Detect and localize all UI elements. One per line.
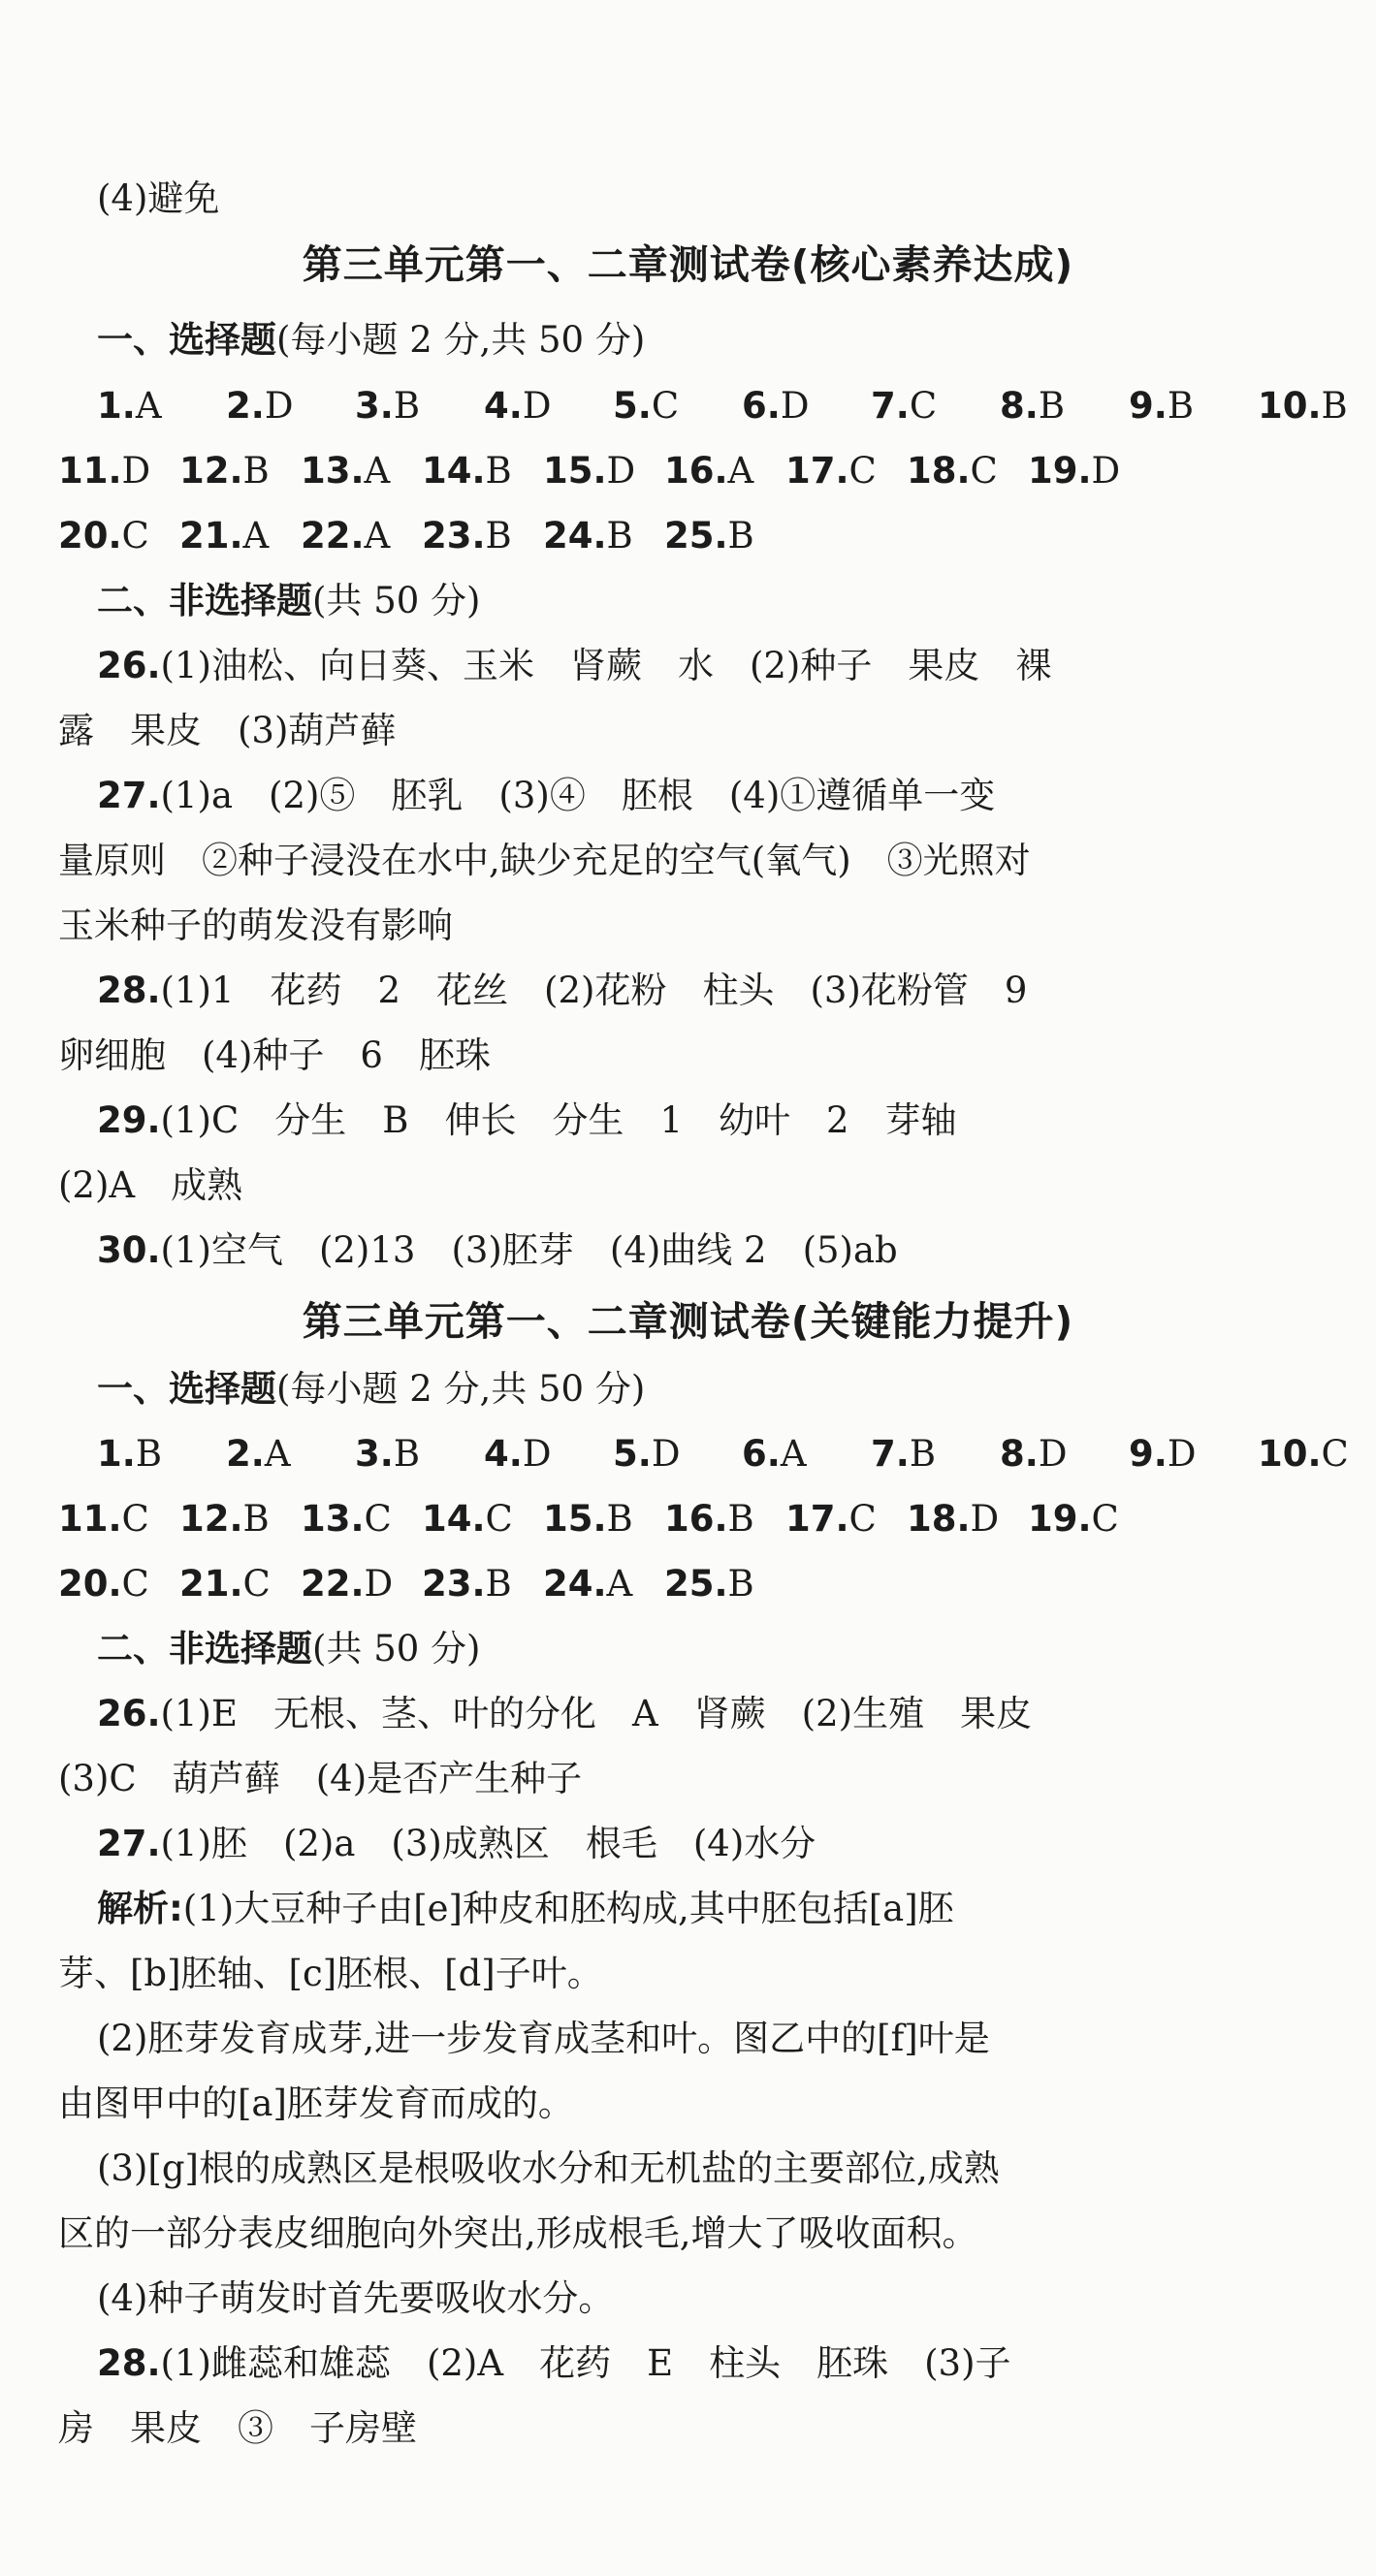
answer-letter: C	[364, 1498, 392, 1540]
answer-letter: C	[909, 385, 938, 427]
choice-answer	[226, 374, 355, 438]
question-number: 6.	[742, 1433, 781, 1475]
answer-letter: D	[651, 1433, 681, 1475]
analysis-text: (1)大豆种子由[e]种皮和胚构成,其中胚包括[a]胚	[182, 1888, 954, 1929]
choice-answer	[1129, 1422, 1258, 1486]
top-line: (4)避免	[97, 177, 220, 219]
nonchoice-head-note: (共 50 分)	[312, 580, 481, 621]
choice-row	[58, 1487, 1318, 1551]
answer-letter: B	[909, 1433, 937, 1475]
answer-letter: C	[1091, 1498, 1119, 1540]
choice-answer	[664, 504, 785, 568]
answer-text: (1)E 无根、茎、叶的分化 A 肾蕨 (2)生殖 果皮	[160, 1693, 1033, 1734]
answer-letter: C	[848, 1498, 877, 1540]
section-title-2: 第三单元第一、二章测试卷(关键能力提升)	[302, 1298, 1074, 1345]
question-number: 22.	[301, 1563, 365, 1605]
analysis-line	[97, 1877, 1318, 1941]
choice-answer	[58, 1552, 179, 1616]
choice-answer	[58, 439, 179, 503]
answer-line: 房 果皮 ③ 子房壁	[58, 2407, 417, 2449]
choice-answer	[97, 374, 226, 438]
choice-answer	[543, 439, 664, 503]
question-number: 19.	[1028, 450, 1092, 492]
answer-letter: C	[121, 1498, 149, 1540]
answer-text: (1)空气 (2)13 (3)胚芽 (4)曲线 2 (5)ab	[160, 1229, 898, 1271]
choice-head-label: 一、选择题	[97, 319, 276, 361]
choice-answer	[742, 1422, 871, 1486]
choice-answer	[355, 374, 484, 438]
question-number: 2.	[226, 1433, 265, 1475]
question-number: 9.	[1129, 1433, 1168, 1475]
answer-letter: D	[606, 450, 636, 492]
question-number: 21.	[179, 515, 243, 557]
answer-letter: A	[364, 515, 391, 557]
answer-letter: C	[242, 1563, 271, 1605]
answer-letter: D	[264, 385, 294, 427]
choice-answer	[1000, 1422, 1129, 1486]
answer-letter: B	[1038, 385, 1066, 427]
question-number: 18.	[907, 1498, 971, 1540]
question-number: 8.	[1000, 385, 1039, 427]
answer-letter: C	[485, 1498, 513, 1540]
answer-line	[97, 2332, 1318, 2396]
question-number: 15.	[543, 450, 607, 492]
answer-text: (1)雌蕊和雄蕊 (2)A 花药 E 柱头 胚珠 (3)子	[160, 2342, 1011, 2384]
answer-letter: B	[393, 385, 421, 427]
answer-letter: B	[727, 1498, 754, 1540]
answer-text: (1)a (2)⑤ 胚乳 (3)④ 胚根 (4)①遵循单一变	[160, 775, 996, 816]
question-number: 20.	[58, 515, 122, 557]
question-number: 6.	[742, 385, 781, 427]
choice-answer	[785, 439, 907, 503]
answer-letter: A	[242, 515, 270, 557]
choice-answer	[422, 1552, 543, 1616]
answer-number: 26.	[97, 1693, 161, 1734]
choice-answer	[484, 374, 613, 438]
answer-letter: A	[135, 385, 162, 427]
choice-answer	[58, 1487, 179, 1551]
answer-letter: B	[727, 1563, 754, 1605]
answer-number: 27.	[97, 1823, 161, 1864]
question-number: 22.	[301, 515, 365, 557]
question-number: 11.	[58, 1498, 122, 1540]
answer-line	[97, 1812, 1318, 1876]
answer-letter: B	[393, 1433, 421, 1475]
answer-line	[97, 1219, 1318, 1283]
answer-letter: D	[1038, 1433, 1068, 1475]
question-number: 5.	[613, 1433, 652, 1475]
choice-answer	[422, 504, 543, 568]
choice-answer	[1258, 374, 1376, 438]
answer-letter: B	[135, 1433, 163, 1475]
answer-letter: D	[522, 385, 552, 427]
choice-answer	[742, 374, 871, 438]
answer-text: (1)C 分生 B 伸长 分生 1 幼叶 2 芽轴	[160, 1099, 957, 1141]
section-title-1: 第三单元第一、二章测试卷(核心素养达成)	[302, 241, 1074, 288]
question-number: 23.	[422, 1563, 486, 1605]
choice-answer	[543, 1552, 664, 1616]
question-number: 25.	[664, 1563, 728, 1605]
question-number: 11.	[58, 450, 122, 492]
question-number: 15.	[543, 1498, 607, 1540]
choice-row	[58, 439, 1318, 503]
choice-head-label: 一、选择题	[97, 1368, 276, 1410]
choice-answer	[226, 1422, 355, 1486]
answer-letter: B	[485, 450, 512, 492]
choice-answer	[1000, 374, 1129, 438]
choice-head-note: (每小题 2 分,共 50 分)	[276, 1368, 646, 1410]
nonchoice-head-note: (共 50 分)	[312, 1628, 481, 1670]
choice-answer	[664, 1552, 785, 1616]
question-number: 20.	[58, 1563, 122, 1605]
choice-row	[58, 1552, 1318, 1616]
choice-answer	[1129, 374, 1258, 438]
analysis-line: 由图甲中的[a]胚芽发育而成的。	[58, 2083, 574, 2124]
answer-letter: D	[121, 450, 151, 492]
answer-line: (3)C 葫芦藓 (4)是否产生种子	[58, 1758, 583, 1799]
question-number: 7.	[871, 1433, 910, 1475]
answer-letter: C	[1321, 1433, 1349, 1475]
question-number: 9.	[1129, 385, 1168, 427]
choice-answer	[58, 504, 179, 568]
answer-letter: B	[1321, 385, 1348, 427]
question-number: 13.	[301, 450, 365, 492]
answer-number: 26.	[97, 645, 161, 686]
choice-answer	[543, 504, 664, 568]
question-number: 1.	[97, 1433, 136, 1475]
question-number: 23.	[422, 515, 486, 557]
choice-answer	[785, 1487, 907, 1551]
answer-line: 玉米种子的萌发没有影响	[58, 905, 453, 946]
answer-number: 28.	[97, 970, 161, 1011]
analysis-line: (2)胚芽发育成芽,进一步发育成茎和叶。图乙中的[f]叶是	[97, 2018, 990, 2059]
answer-number: 28.	[97, 2342, 161, 2384]
choice-answer	[422, 439, 543, 503]
question-number: 1.	[97, 385, 136, 427]
question-number: 16.	[664, 450, 728, 492]
choice-row	[58, 504, 1318, 568]
answer-letter: C	[970, 450, 998, 492]
answer-line	[97, 1682, 1318, 1746]
question-number: 25.	[664, 515, 728, 557]
nonchoice-header-1	[97, 569, 1318, 633]
answer-line	[97, 764, 1318, 828]
answer-letter: D	[1167, 1433, 1197, 1475]
answer-text: (1)油松、向日葵、玉米 肾蕨 水 (2)种子 果皮 裸	[160, 645, 1052, 686]
answer-letter: C	[848, 450, 877, 492]
question-number: 3.	[355, 1433, 394, 1475]
choice-answer	[1258, 1422, 1376, 1486]
question-number: 21.	[179, 1563, 243, 1605]
answer-line: 量原则 ②种子浸没在水中,缺少充足的空气(氧气) ③光照对	[58, 840, 1031, 881]
question-number: 3.	[355, 385, 394, 427]
choice-row	[97, 374, 1348, 438]
answer-letter: C	[121, 515, 149, 557]
choice-answer	[1028, 1487, 1149, 1551]
nonchoice-header-2	[97, 1617, 1318, 1681]
choice-answer	[871, 374, 1000, 438]
choice-header-2	[97, 1357, 1318, 1421]
choice-head-note: (每小题 2 分,共 50 分)	[276, 319, 646, 361]
choice-answer	[907, 1487, 1028, 1551]
answer-letter: D	[1091, 450, 1121, 492]
question-number: 10.	[1258, 385, 1322, 427]
analysis-label: 解析:	[97, 1888, 183, 1929]
choice-answer	[613, 374, 742, 438]
answer-letter: B	[485, 515, 512, 557]
answer-number: 27.	[97, 775, 161, 816]
answer-line: 露 果皮 (3)葫芦藓	[58, 710, 397, 751]
answer-number: 30.	[97, 1229, 161, 1271]
question-number: 12.	[179, 450, 243, 492]
question-number: 14.	[422, 450, 486, 492]
answer-letter: A	[606, 1563, 633, 1605]
question-number: 17.	[785, 1498, 849, 1540]
analysis-line: 芽、[b]胚轴、[c]胚根、[d]子叶。	[58, 1953, 603, 1994]
answer-letter: C	[651, 385, 680, 427]
choice-answer	[179, 504, 301, 568]
question-number: 13.	[301, 1498, 365, 1540]
answer-line: (2)A 成熟	[58, 1164, 243, 1206]
question-number: 10.	[1258, 1433, 1322, 1475]
question-number: 17.	[785, 450, 849, 492]
choice-answer	[355, 1422, 484, 1486]
choice-answer	[543, 1487, 664, 1551]
question-number: 4.	[484, 1433, 523, 1475]
answer-line	[97, 959, 1318, 1023]
question-number: 24.	[543, 515, 607, 557]
question-number: 19.	[1028, 1498, 1092, 1540]
analysis-line: (3)[g]根的成熟区是根吸收水分和无机盐的主要部位,成熟	[97, 2147, 1000, 2189]
choice-answer	[664, 439, 785, 503]
answer-letter: D	[522, 1433, 552, 1475]
choice-answer	[301, 1487, 422, 1551]
choice-answer	[613, 1422, 742, 1486]
question-number: 24.	[543, 1563, 607, 1605]
choice-answer	[484, 1422, 613, 1486]
answer-letter: B	[606, 515, 633, 557]
choice-answer	[907, 439, 1028, 503]
answer-letter: A	[364, 450, 391, 492]
nonchoice-head-label: 二、非选择题	[97, 1628, 312, 1670]
answer-letter: B	[1167, 385, 1195, 427]
answer-line	[97, 634, 1318, 698]
choice-answer	[871, 1422, 1000, 1486]
answer-letter: D	[970, 1498, 1000, 1540]
answer-letter: B	[727, 515, 754, 557]
answer-letter: D	[780, 385, 810, 427]
answer-letter: A	[264, 1433, 291, 1475]
choice-answer	[301, 439, 422, 503]
question-number: 7.	[871, 385, 910, 427]
answer-letter: A	[727, 450, 754, 492]
question-number: 14.	[422, 1498, 486, 1540]
question-number: 12.	[179, 1498, 243, 1540]
choice-answer	[179, 439, 301, 503]
choice-answer	[97, 1422, 226, 1486]
nonchoice-head-label: 二、非选择题	[97, 580, 312, 621]
answer-number: 29.	[97, 1099, 161, 1141]
choice-answer	[301, 1552, 422, 1616]
choice-header-1	[97, 308, 1318, 372]
choice-row	[97, 1422, 1349, 1486]
choice-answer	[422, 1487, 543, 1551]
answer-line: 卵细胞 (4)种子 6 胚珠	[58, 1034, 491, 1076]
answer-letter: B	[485, 1563, 512, 1605]
answer-letter: B	[242, 1498, 270, 1540]
answer-text: (1)胚 (2)a (3)成熟区 根毛 (4)水分	[160, 1823, 816, 1864]
answer-letter: B	[242, 450, 270, 492]
answer-line	[97, 1089, 1318, 1153]
question-number: 18.	[907, 450, 971, 492]
question-number: 2.	[226, 385, 265, 427]
answer-letter: D	[364, 1563, 394, 1605]
question-number: 16.	[664, 1498, 728, 1540]
question-number: 4.	[484, 385, 523, 427]
choice-answer	[301, 504, 422, 568]
answer-text: (1)1 花药 2 花丝 (2)花粉 柱头 (3)花粉管 9	[160, 970, 1028, 1011]
answer-letter: B	[606, 1498, 633, 1540]
question-number: 8.	[1000, 1433, 1039, 1475]
answer-letter: A	[780, 1433, 807, 1475]
choice-answer	[664, 1487, 785, 1551]
answer-letter: C	[121, 1563, 149, 1605]
analysis-line: (4)种子萌发时首先要吸收水分。	[97, 2277, 615, 2319]
choice-answer	[179, 1487, 301, 1551]
choice-answer	[179, 1552, 301, 1616]
choice-answer	[1028, 439, 1149, 503]
analysis-line: 区的一部分表皮细胞向外突出,形成根毛,增大了吸收面积。	[58, 2212, 978, 2254]
question-number: 5.	[613, 385, 652, 427]
